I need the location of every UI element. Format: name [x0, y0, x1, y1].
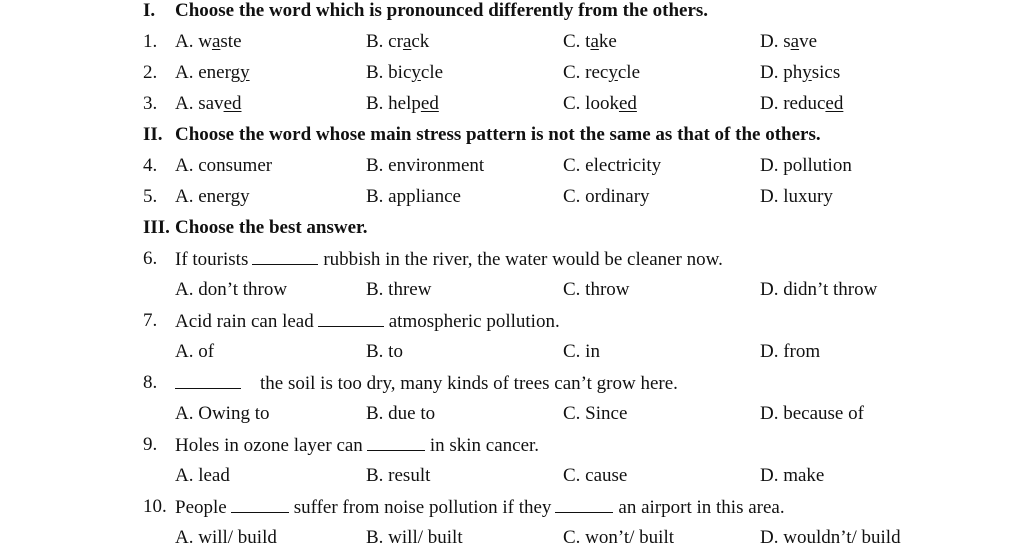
question-10-stem — [175, 496, 785, 519]
question-5-option-b[interactable]: B. appliance — [366, 186, 461, 207]
underlined-sound: y — [802, 62, 812, 83]
question-1-number: 1. — [143, 31, 158, 52]
question-8-option-d[interactable]: D. because of — [760, 403, 864, 424]
question-6 — [0, 248, 1024, 278]
question-8-options — [0, 403, 1024, 433]
question-10-option-b[interactable]: B. will/ built — [366, 527, 463, 548]
question-7-stem — [175, 310, 560, 333]
underlined-sound: ed — [618, 93, 637, 114]
question-5-option-a[interactable]: A. energy — [175, 186, 250, 207]
option-text: A. sav — [175, 93, 224, 114]
question-8-option-a[interactable]: A. Owing to — [175, 403, 270, 424]
stem-text: atmospheric pollution. — [388, 311, 560, 332]
question-7-number: 7. — [143, 310, 158, 331]
question-8 — [0, 372, 1024, 402]
question-5 — [0, 186, 1024, 216]
question-9-option-a[interactable]: A. lead — [175, 465, 230, 486]
question-10-option-a[interactable]: A. will/ build — [175, 527, 277, 548]
question-10-option-c[interactable]: C. won’t/ built — [563, 527, 675, 548]
underlined-sound: a — [590, 31, 599, 52]
question-9-number: 9. — [143, 434, 158, 455]
underlined-sound: a — [402, 31, 412, 52]
question-7-options — [0, 341, 1024, 371]
question-4-option-a[interactable]: A. consumer — [175, 155, 273, 176]
question-9-option-b[interactable]: B. result — [366, 465, 431, 486]
answer-blank — [318, 310, 384, 327]
question-6-option-b[interactable]: B. threw — [366, 279, 432, 300]
question-8-number: 8. — [143, 372, 158, 393]
question-9-option-c[interactable]: C. cause — [563, 465, 628, 486]
question-1-option-d[interactable] — [760, 31, 817, 53]
question-6-option-c[interactable]: C. throw — [563, 279, 630, 300]
question-3-option-d[interactable] — [760, 93, 843, 115]
stem-text: Holes in ozone layer can — [175, 435, 363, 456]
question-1 — [0, 31, 1024, 61]
question-4-option-d[interactable]: D. pollution — [760, 155, 852, 176]
answer-blank — [555, 496, 613, 513]
section-2-heading — [0, 124, 1024, 154]
question-9-options — [0, 465, 1024, 495]
option-text: B. cr — [366, 31, 403, 52]
question-3 — [0, 93, 1024, 123]
option-text: C. t — [563, 31, 591, 52]
question-9-option-d[interactable]: D. make — [760, 465, 825, 486]
stem-text: in skin cancer. — [429, 435, 540, 456]
option-text: C. look — [563, 93, 619, 114]
underlined-sound: ed — [420, 93, 439, 114]
question-1-option-c[interactable] — [563, 31, 617, 53]
question-8-option-b[interactable]: B. due to — [366, 403, 436, 424]
underlined-sound: a — [211, 31, 221, 52]
question-5-option-d[interactable]: D. luxury — [760, 186, 833, 207]
section-3-number: III. — [143, 217, 170, 238]
answer-blank — [175, 372, 241, 389]
section-3-title: Choose the best answer. — [175, 217, 368, 238]
question-3-option-c[interactable] — [563, 93, 637, 115]
option-text: D. ph — [760, 62, 803, 83]
question-8-stem — [175, 372, 678, 395]
question-2-option-a[interactable] — [175, 62, 250, 84]
question-8-option-c[interactable]: C. Since — [563, 403, 628, 424]
question-4-number: 4. — [143, 155, 158, 176]
question-3-number: 3. — [143, 93, 158, 114]
question-2 — [0, 62, 1024, 92]
section-1-title: Choose the word which is pronounced differently from the others. — [175, 0, 709, 21]
stem-text: the soil is too dry, many kinds of trees can’t grow here. — [260, 373, 678, 394]
question-10 — [0, 496, 1024, 526]
option-text: A. energ — [175, 62, 241, 83]
question-5-option-c[interactable]: C. ordinary — [563, 186, 650, 207]
question-7 — [0, 310, 1024, 340]
option-text: D. reduc — [760, 93, 826, 114]
underlined-sound: a — [790, 31, 800, 52]
option-text: B. help — [366, 93, 421, 114]
question-10-options — [0, 527, 1024, 557]
underlined-sound: ed — [223, 93, 242, 114]
question-2-option-c[interactable] — [563, 62, 640, 84]
option-text: cle — [420, 62, 444, 83]
question-4 — [0, 155, 1024, 185]
stem-text: an airport in this area. — [618, 497, 785, 518]
underlined-sound: ed — [825, 93, 844, 114]
stem-text: rubbish in the river, the water would be cleaner now. — [323, 249, 723, 270]
question-7-option-d[interactable]: D. from — [760, 341, 821, 362]
option-text: sics — [811, 62, 841, 83]
question-6-option-d[interactable]: D. didn’t throw — [760, 279, 878, 300]
question-1-option-a[interactable] — [175, 31, 242, 53]
stem-text: suffer from noise pollution if they — [293, 497, 552, 518]
section-1-heading — [0, 0, 1024, 30]
stem-text: People — [175, 497, 227, 518]
question-10-option-d[interactable]: D. wouldn’t/ build — [760, 527, 901, 548]
section-1-number: I. — [143, 0, 156, 21]
option-text: ve — [799, 31, 817, 52]
question-4-option-b[interactable]: B. environment — [366, 155, 485, 176]
option-text: ck — [411, 31, 430, 52]
question-6-options — [0, 279, 1024, 309]
question-7-option-c[interactable]: C. in — [563, 341, 600, 362]
question-9 — [0, 434, 1024, 464]
question-7-option-a[interactable]: A. of — [175, 341, 215, 362]
answer-blank — [367, 434, 425, 451]
option-text: ke — [598, 31, 617, 52]
underlined-sound: y — [608, 62, 618, 83]
question-1-option-b[interactable] — [366, 31, 429, 53]
question-2-option-d[interactable] — [760, 62, 840, 84]
question-3-option-b[interactable] — [366, 93, 439, 115]
question-6-stem — [175, 248, 723, 271]
question-7-option-b[interactable]: B. to — [366, 341, 403, 362]
underlined-sound: y — [411, 62, 421, 83]
question-4-option-c[interactable]: C. electricity — [563, 155, 662, 176]
option-text: cle — [617, 62, 641, 83]
question-10-number: 10. — [143, 496, 167, 517]
question-9-stem — [175, 434, 539, 457]
option-text: A. w — [175, 31, 212, 52]
question-6-number: 6. — [143, 248, 158, 269]
option-text: B. bic — [366, 62, 412, 83]
option-text: D. s — [760, 31, 791, 52]
answer-blank — [231, 496, 289, 513]
answer-blank — [252, 248, 318, 265]
question-3-option-a[interactable] — [175, 93, 242, 115]
section-2-number: II. — [143, 124, 163, 145]
option-text: C. rec — [563, 62, 609, 83]
stem-text: Acid rain can lead — [175, 311, 314, 332]
section-3-heading — [0, 217, 1024, 247]
question-6-option-a[interactable]: A. don’t throw — [175, 279, 288, 300]
question-2-number: 2. — [143, 62, 158, 83]
option-text: ste — [220, 31, 242, 52]
question-2-option-b[interactable] — [366, 62, 443, 84]
question-5-number: 5. — [143, 186, 158, 207]
underlined-sound: y — [240, 62, 250, 83]
stem-text: If tourists — [175, 249, 249, 270]
section-2-title: Choose the word whose main stress pattern is not the same as that of the others. — [175, 124, 821, 145]
